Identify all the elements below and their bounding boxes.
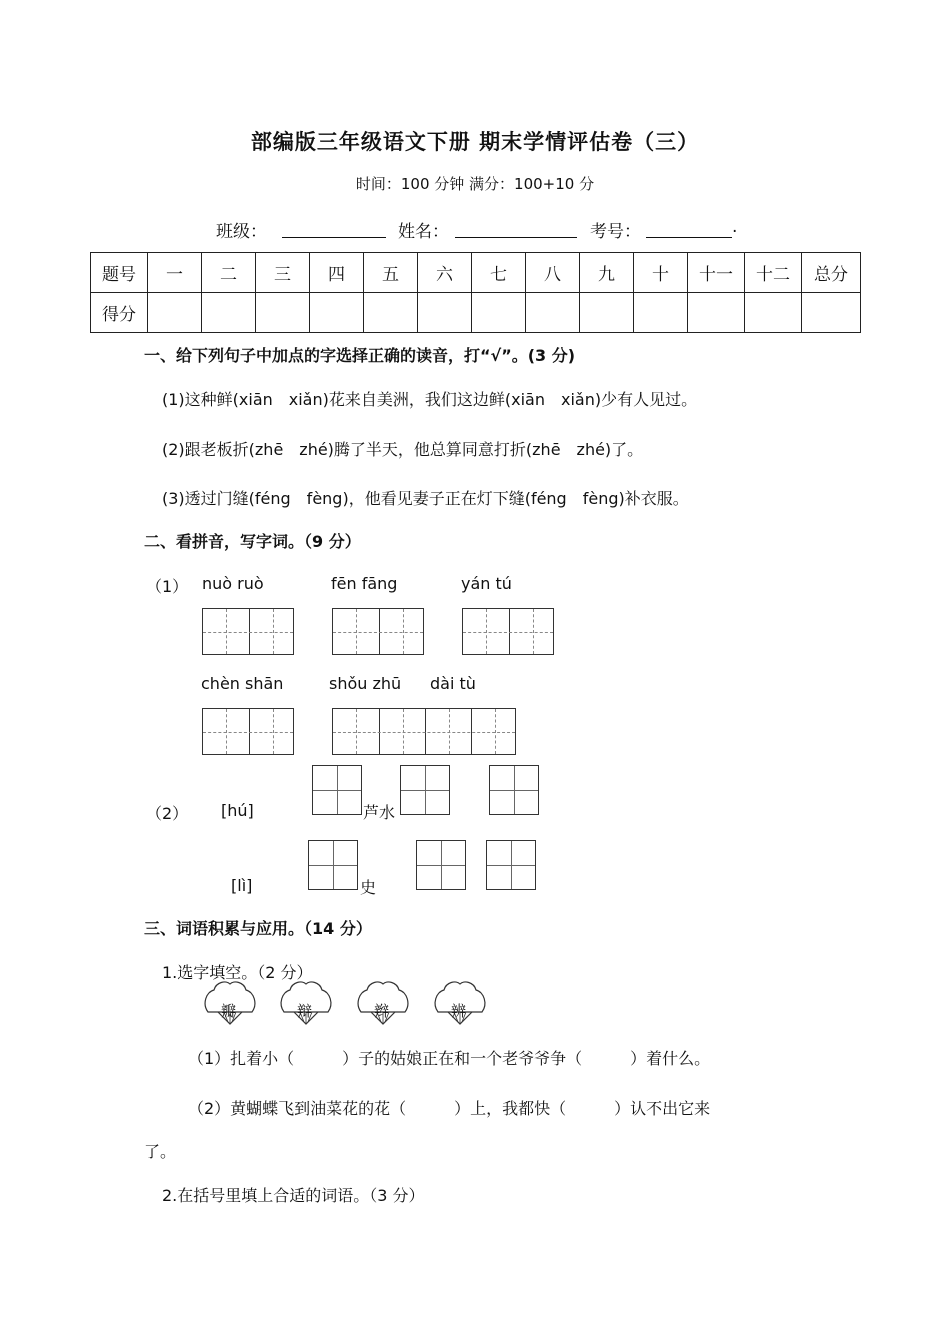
class-blank[interactable]	[282, 237, 386, 238]
class-label: 班级：	[216, 222, 267, 242]
number-label: 考号：	[590, 222, 641, 242]
question-3-2: 2.在括号里填上合适的词语。（3 分）	[162, 1186, 425, 1205]
score-cell[interactable]	[745, 293, 802, 333]
header-cell: 十二	[745, 253, 802, 293]
name-label: 姓名：	[398, 222, 449, 242]
pinyin-4: chèn shān	[201, 674, 284, 693]
shell-option-3	[355, 978, 411, 1028]
question-3-1-2-cont: 了。	[144, 1142, 177, 1161]
section-one-heading: 一、给下列句子中加点的字选择正确的读音，打“√”。(3 分)	[144, 346, 576, 365]
score-cell[interactable]	[580, 293, 634, 333]
name-blank[interactable]	[455, 237, 577, 238]
row-label: 得分	[91, 293, 148, 333]
li-pinyin: [lì]	[231, 876, 253, 895]
header-cell: 十	[634, 253, 688, 293]
score-cell[interactable]	[634, 293, 688, 333]
character-box[interactable]	[486, 840, 536, 890]
header-cell: 一	[148, 253, 202, 293]
pinyin-5: shǒu zhū	[329, 674, 402, 693]
score-cell[interactable]	[364, 293, 418, 333]
header-cell: 五	[364, 253, 418, 293]
score-cell[interactable]	[256, 293, 310, 333]
score-cell[interactable]	[202, 293, 256, 333]
writing-grid[interactable]	[332, 708, 516, 755]
shell-option-4	[432, 978, 488, 1028]
header-cell: 九	[580, 253, 634, 293]
question-3-1-2: （2）黄蝴蝶飞到油菜花的花（ ）上，我都快（ ）认不出它来	[188, 1099, 711, 1118]
info-end-mark: .	[732, 217, 738, 237]
score-cell[interactable]	[802, 293, 861, 333]
shell-character: 辩	[297, 1002, 313, 1020]
score-cell[interactable]	[418, 293, 472, 333]
section-three-heading: 三、词语积累与应用。（14 分）	[144, 919, 372, 938]
header-cell: 二	[202, 253, 256, 293]
header-cell: 三	[256, 253, 310, 293]
page-title: 部编版三年级语文下册 期末学情评估卷（三）	[250, 130, 700, 154]
score-cell[interactable]	[472, 293, 526, 333]
part-1-label: （1）	[146, 577, 189, 596]
part-2-label: （2）	[146, 804, 189, 823]
pinyin-3: yán tú	[461, 574, 512, 593]
pinyin-2: fēn fāng	[331, 574, 398, 593]
header-cell: 七	[472, 253, 526, 293]
score-cell[interactable]	[688, 293, 745, 333]
number-blank[interactable]	[646, 237, 732, 238]
character-box[interactable]	[312, 765, 362, 815]
section-two-heading: 二、看拼音，写字词。（9 分）	[144, 532, 361, 551]
character-box[interactable]	[308, 840, 358, 890]
question-1-3: (3)透过门缝(féng fèng)，他看见妻子正在灯下缝(féng fèng)补衣服。	[162, 489, 689, 508]
shell-character: 辨	[451, 1002, 467, 1020]
score-cell[interactable]	[526, 293, 580, 333]
shell-option-2	[278, 978, 334, 1028]
header-cell: 题号	[91, 253, 148, 293]
hu-pinyin: [hú]	[221, 801, 254, 820]
shell-option-1	[202, 978, 258, 1028]
score-cell[interactable]	[148, 293, 202, 333]
question-3-1: 1.选字填空。（2 分）	[162, 963, 313, 982]
pinyin-1: nuò ruò	[202, 574, 264, 593]
character-box[interactable]	[489, 765, 539, 815]
question-1-1: (1)这种鲜(xiān xiǎn)花来自美洲，我们这边鲜(xiān xiǎn)少有人见过。	[162, 390, 698, 409]
character-box[interactable]	[416, 840, 466, 890]
score-table	[90, 252, 861, 333]
shell-character: 瓣	[221, 1002, 237, 1020]
question-3-1-1: （1）扎着小（ ）子的姑娘正在和一个老爷爷争（ ）着什么。	[188, 1049, 711, 1068]
pinyin-6: dài tù	[430, 674, 476, 693]
header-cell: 总分	[802, 253, 861, 293]
header-cell: 四	[310, 253, 364, 293]
score-table-header	[91, 253, 861, 293]
exam-subtitle: 时间：100 分钟 满分：100+10 分	[355, 175, 595, 193]
writing-grid[interactable]	[462, 608, 554, 655]
writing-grid[interactable]	[202, 708, 294, 755]
character-box[interactable]	[400, 765, 450, 815]
hu-word-suffix: 芦水	[363, 803, 396, 822]
header-cell: 六	[418, 253, 472, 293]
li-word-suffix: 史	[360, 878, 377, 897]
shell-character: 辫	[374, 1002, 390, 1020]
writing-grid[interactable]	[332, 608, 424, 655]
score-cell[interactable]	[310, 293, 364, 333]
score-table-row	[91, 293, 861, 333]
question-1-2: (2)跟老板折(zhē zhé)腾了半天，他总算同意打折(zhē zhé)了。	[162, 440, 644, 459]
header-cell: 十一	[688, 253, 745, 293]
header-cell: 八	[526, 253, 580, 293]
writing-grid[interactable]	[202, 608, 294, 655]
